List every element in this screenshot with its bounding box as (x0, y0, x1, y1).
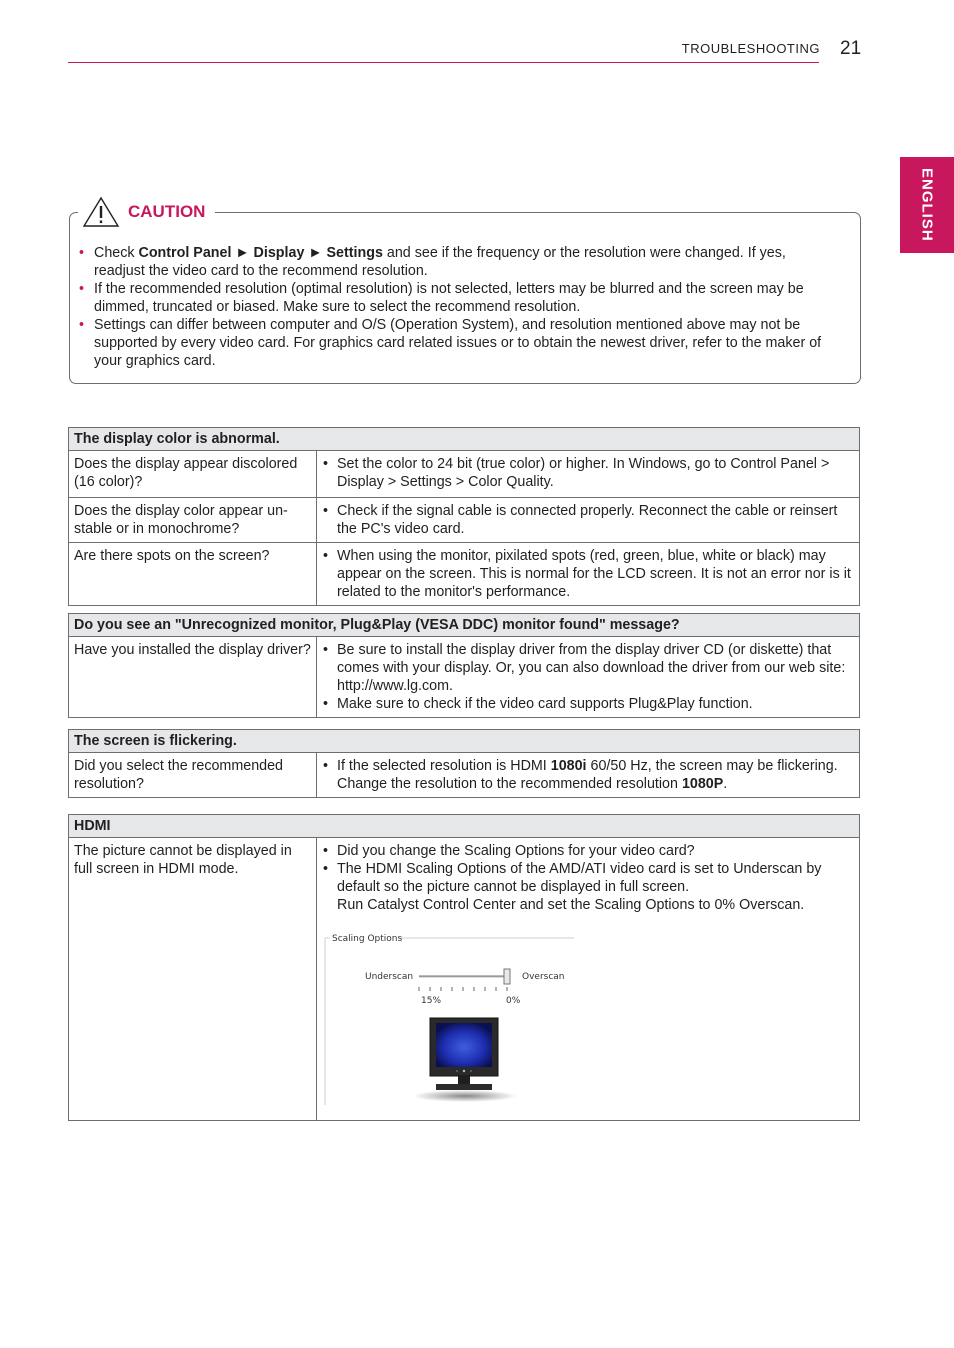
table-title: HDMI (69, 815, 860, 838)
caution-header (78, 195, 215, 229)
answer-cell: • Set the color to 24 bit (true color) or higher. In Windows, go to Control Panel > Display > Settings > Color Quality. (317, 451, 860, 498)
answer-cell: • When using the monitor, pixilated spots (red, green, blue, white or black) may appear on the screen. This is normal for the LCD screen. It is not an error nor is it related to the monitor's performance. (317, 543, 860, 606)
scaling-group-label: Scaling Options (332, 934, 403, 944)
table-hdmi (68, 814, 860, 1121)
section-title: TROUBLESHOOTING (681, 41, 820, 56)
question-cell: The picture cannot be displayed in full screen in HDMI mode. (69, 838, 317, 1121)
caution-item: • Check Control Panel ► Display ► Settings and see if the frequency or the resolution were changed. If yes, readjust the video card to the recommend resolution. (78, 244, 834, 280)
question-cell: Have you installed the display driver? (69, 637, 317, 718)
question-cell: Did you select the recommended resolution? (69, 753, 317, 798)
slider-ticks (419, 987, 507, 991)
caution-title: CAUTION (128, 202, 206, 221)
table-display-color (68, 427, 860, 606)
answer-cell: • Be sure to install the display driver from the display driver CD (or diskette) that comes with your display. Or, you can also download the driver from our web site: http://www.lg.com. • Make sure to check if the video card supports Plug&Play function. (317, 637, 860, 718)
scaling-options-panel (322, 930, 582, 1110)
table-title: The display color is abnormal. (69, 428, 860, 451)
caution-item: • If the recommended resolution (optimal resolution) is not selected, letters may be blurred and the screen may be dimmed, truncated or biased. Make sure to select the recommend resolution. (78, 280, 834, 316)
table-row (69, 838, 860, 1121)
slider-min-label: 15% (421, 996, 442, 1006)
language-tab-label: ENGLISH (918, 168, 936, 242)
scaling-options-figure (322, 930, 582, 1110)
slider-thumb (504, 969, 510, 984)
language-tab (900, 157, 954, 253)
table-row (69, 498, 860, 543)
table-title: The screen is flickering. (69, 730, 860, 753)
question-cell: Are there spots on the screen? (69, 543, 317, 606)
underscan-label: Underscan (365, 972, 414, 982)
table-row (69, 451, 860, 498)
overscan-label: Overscan (522, 972, 565, 982)
table-row (69, 543, 860, 606)
page-number: 21 (840, 38, 862, 59)
answer-cell: • Did you change the Scaling Options for your video card? • The HDMI Scaling Options of the AMD/ATI video card is set to Underscan by default so the picture cannot be displayed in full screen. Run Catalyst Control Center and set the Scaling Options to 0% Overscan. Scaling Options Underscan Overscan 15% 0% (317, 838, 860, 1121)
table-row (69, 637, 860, 718)
header-rule (68, 62, 819, 63)
answer-cell: • If the selected resolution is HDMI 1080i 60/50 Hz, the screen may be flickering. Change the resolution to the recommended resolution 1080P. (317, 753, 860, 798)
warning-icon (82, 196, 120, 228)
table-unrecognized-monitor (68, 613, 860, 718)
slider-max-label: 0% (506, 996, 521, 1006)
table-flickering (68, 729, 860, 798)
answer-cell: • Check if the signal cable is connected properly. Reconnect the cable or reinsert the PC's video card. (317, 498, 860, 543)
monitor-icon (413, 1018, 517, 1102)
question-cell: Does the display appear discolored (16 color)? (69, 451, 317, 498)
caution-item: • Settings can differ between computer and O/S (Operation System), and resolution mentioned above may not be supported by every video card. For graphics card related issues or to obtain the newest driver, refer to the maker of your graphics card. (78, 316, 834, 370)
question-cell: Does the display color appear un-stable or in monochrome? (69, 498, 317, 543)
table-row (69, 753, 860, 798)
table-title: Do you see an "Unrecognized monitor, Plug&Play (VESA DDC) monitor found" message? (69, 614, 860, 637)
caution-list (78, 244, 834, 370)
